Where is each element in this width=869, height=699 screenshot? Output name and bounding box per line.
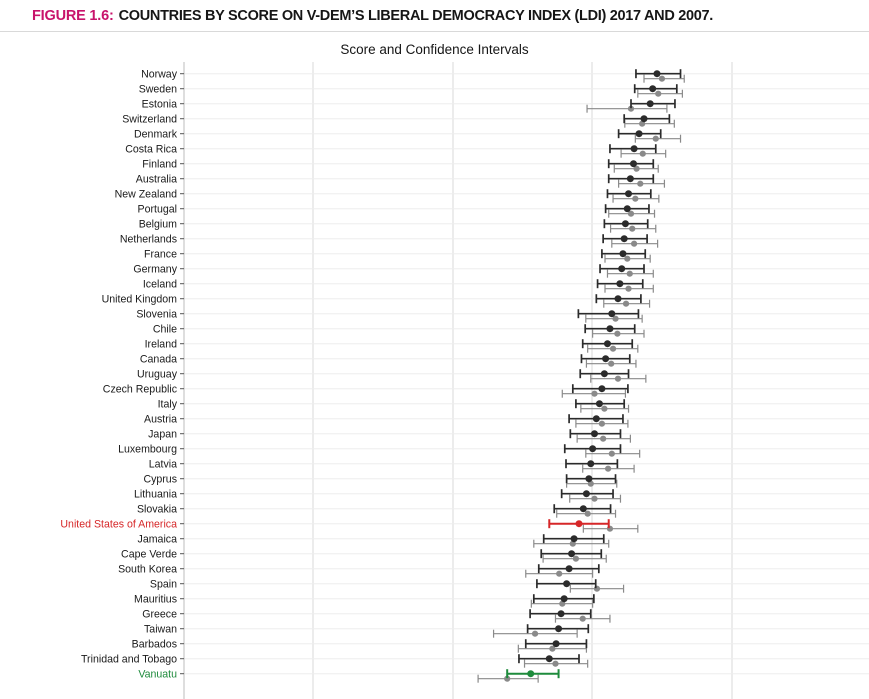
point-2017: [631, 145, 638, 152]
country-label-cape-verde: Cape Verde: [121, 548, 177, 561]
country-label-netherlands: Netherlands: [119, 233, 177, 246]
point-2017: [598, 385, 605, 392]
country-label-ireland: Ireland: [144, 338, 177, 351]
country-label-sweden: Sweden: [138, 83, 177, 96]
country-label-iceland: Iceland: [142, 278, 177, 291]
country-label-norway: Norway: [141, 68, 177, 81]
country-label-new-zealand: New Zealand: [114, 188, 177, 201]
figure-title: COUNTRIES BY SCORE ON V-DEM’S LIBERAL DEMOCRACY INDEX (LDI) 2017 AND 2007.: [118, 8, 714, 24]
chart-subtitle: Score and Confidence Intervals: [340, 42, 529, 57]
country-label-latvia: Latvia: [148, 458, 177, 471]
point-2017: [563, 580, 570, 587]
country-label-south-korea: South Korea: [118, 563, 177, 576]
point-2007: [532, 631, 538, 637]
country-label-united-kingdom: United Kingdom: [101, 293, 177, 306]
point-2007: [659, 76, 665, 82]
point-2007: [655, 91, 661, 97]
country-label-luxembourg: Luxembourg: [118, 443, 177, 456]
country-label-spain: Spain: [149, 578, 177, 591]
point-2017: [627, 175, 634, 182]
point-2017: [647, 100, 654, 107]
point-2007: [623, 301, 629, 307]
country-label-japan: Japan: [148, 428, 177, 441]
country-label-portugal: Portugal: [137, 203, 177, 216]
country-label-united-states-of-america: United States of America: [60, 518, 177, 531]
point-2007: [610, 346, 616, 352]
point-2017: [625, 190, 632, 197]
country-label-belgium: Belgium: [138, 218, 177, 231]
point-2007: [580, 616, 586, 622]
point-2017: [553, 640, 560, 647]
point-2007: [608, 361, 614, 367]
point-2017: [591, 430, 598, 437]
country-label-greece: Greece: [142, 608, 177, 621]
point-2017: [587, 460, 594, 467]
point-2017: [576, 520, 583, 527]
country-label-slovakia: Slovakia: [136, 503, 177, 516]
point-2017: [580, 505, 587, 512]
point-2017: [622, 220, 629, 227]
country-label-taiwan: Taiwan: [144, 623, 177, 636]
country-label-trinidad-and-tobago: Trinidad and Tobago: [80, 653, 177, 666]
point-2017: [624, 205, 631, 212]
point-2007: [552, 661, 558, 667]
point-2017: [618, 265, 625, 272]
point-2017: [608, 310, 615, 317]
country-label-cyprus: Cyprus: [143, 473, 177, 486]
point-2017: [546, 655, 553, 662]
point-2007: [605, 466, 611, 472]
country-label-denmark: Denmark: [134, 128, 177, 141]
point-2017: [589, 445, 596, 452]
point-2017: [571, 535, 578, 542]
point-2017: [561, 595, 568, 602]
point-2017: [585, 475, 592, 482]
country-label-canada: Canada: [139, 353, 177, 366]
point-2017: [616, 280, 623, 287]
point-2007: [600, 436, 606, 442]
gridlines: [313, 62, 732, 699]
point-2017: [596, 400, 603, 407]
point-2007: [632, 196, 638, 202]
point-2017: [606, 325, 613, 332]
chart-plot-area: [0, 62, 869, 699]
point-2007: [556, 571, 562, 577]
point-2017: [654, 70, 661, 77]
point-2017: [641, 115, 648, 122]
row-gridlines: [184, 74, 869, 674]
point-2017: [636, 130, 643, 137]
point-2007: [625, 286, 631, 292]
point-2007: [653, 136, 659, 142]
y-axis-labels: [60, 68, 177, 680]
point-2017: [601, 370, 608, 377]
point-2017: [630, 160, 637, 167]
point-2017: [604, 340, 611, 347]
point-2017: [621, 235, 628, 242]
header-divider: [0, 31, 869, 32]
dot-whisker-chart: [0, 62, 869, 699]
y-axis-ticks: [180, 74, 184, 674]
country-label-germany: Germany: [133, 263, 177, 276]
country-label-jamaica: Jamaica: [137, 533, 177, 546]
point-2017: [555, 625, 562, 632]
point-2007: [599, 421, 605, 427]
point-2017: [615, 295, 622, 302]
point-2007: [594, 586, 600, 592]
point-2017: [602, 355, 609, 362]
point-2007: [614, 331, 620, 337]
country-label-italy: Italy: [157, 398, 177, 411]
point-2017: [566, 565, 573, 572]
country-label-switzerland: Switzerland: [122, 113, 177, 126]
country-label-costa-rica: Costa Rica: [125, 143, 177, 156]
point-2007: [609, 451, 615, 457]
point-2007: [591, 496, 597, 502]
country-label-france: France: [144, 248, 177, 261]
country-label-finland: Finland: [142, 158, 177, 171]
figure-header: [0, 0, 869, 32]
point-2007: [637, 181, 643, 187]
point-2007: [629, 226, 635, 232]
country-label-uruguay: Uruguay: [136, 368, 177, 381]
point-2007: [624, 256, 630, 262]
point-2007: [631, 241, 637, 247]
country-label-australia: Australia: [135, 173, 177, 186]
point-2007: [627, 271, 633, 277]
country-label-chile: Chile: [152, 323, 177, 336]
country-label-slovenia: Slovenia: [136, 308, 177, 321]
point-2017: [568, 550, 575, 557]
point-2017: [593, 415, 600, 422]
point-2007: [573, 556, 579, 562]
point-2017: [583, 490, 590, 497]
point-2007: [601, 406, 607, 412]
point-2017: [527, 670, 534, 677]
figure-number-label: FIGURE 1.6:: [32, 8, 114, 24]
point-2007: [591, 391, 597, 397]
country-label-austria: Austria: [144, 413, 177, 426]
country-label-vanuatu: Vanuatu: [138, 668, 177, 681]
country-label-mauritius: Mauritius: [134, 593, 177, 606]
country-label-lithuania: Lithuania: [133, 488, 177, 501]
point-2007: [615, 376, 621, 382]
point-2017: [619, 250, 626, 257]
country-label-estonia: Estonia: [141, 98, 177, 111]
point-2007: [640, 151, 646, 157]
point-2017: [558, 610, 565, 617]
country-label-czech-republic: Czech Republic: [102, 383, 177, 396]
country-label-barbados: Barbados: [131, 638, 177, 651]
point-2017: [649, 85, 656, 92]
point-2007: [585, 511, 591, 517]
